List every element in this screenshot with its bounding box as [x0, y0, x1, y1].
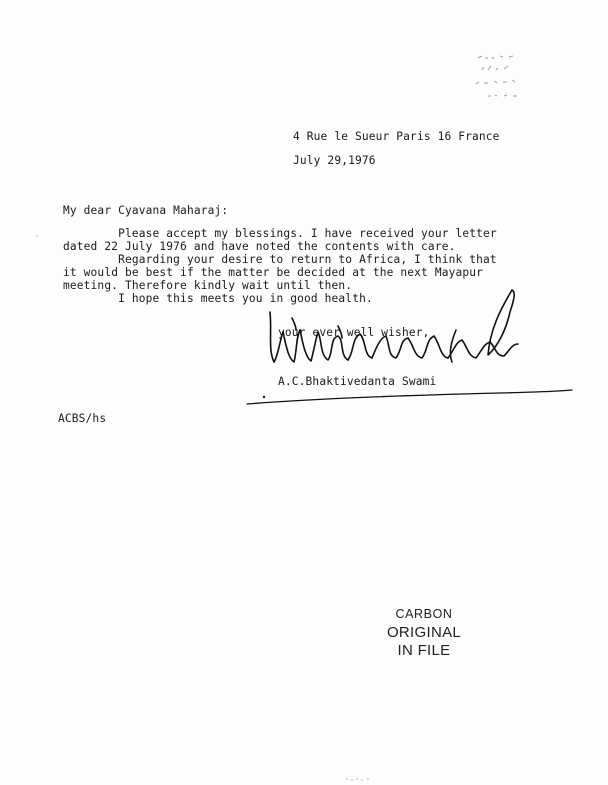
- letter-date: July 29,1976: [293, 154, 376, 167]
- body-line: Please accept my blessings. I have received your letter: [63, 227, 497, 240]
- body-line: meeting. Therefore kindly wait until then.: [63, 279, 353, 292]
- body-line: it would be best if the matter be decided at the next Mayapur: [63, 266, 484, 279]
- body-line: Regarding your desire to return to Africa, I think that: [63, 253, 497, 266]
- salutation: My dear Cyavana Maharaj:: [63, 204, 229, 217]
- reference-initials: ACBS/hs: [58, 412, 107, 425]
- stamp-carbon: CARBON: [395, 607, 453, 621]
- stamp-in-file: IN FILE: [397, 642, 451, 659]
- sender-address: 4 Rue le Sueur Paris 16 France: [293, 130, 500, 143]
- closing: your ever well wisher,: [278, 326, 430, 339]
- signatory-name: A.C.Bhaktivedanta Swami: [278, 375, 437, 388]
- body-line: I hope this meets you in good health.: [63, 292, 373, 305]
- stamp-original: ORIGINAL: [386, 624, 462, 641]
- body-line: dated 22 July 1976 and have noted the contents with care.: [63, 240, 456, 253]
